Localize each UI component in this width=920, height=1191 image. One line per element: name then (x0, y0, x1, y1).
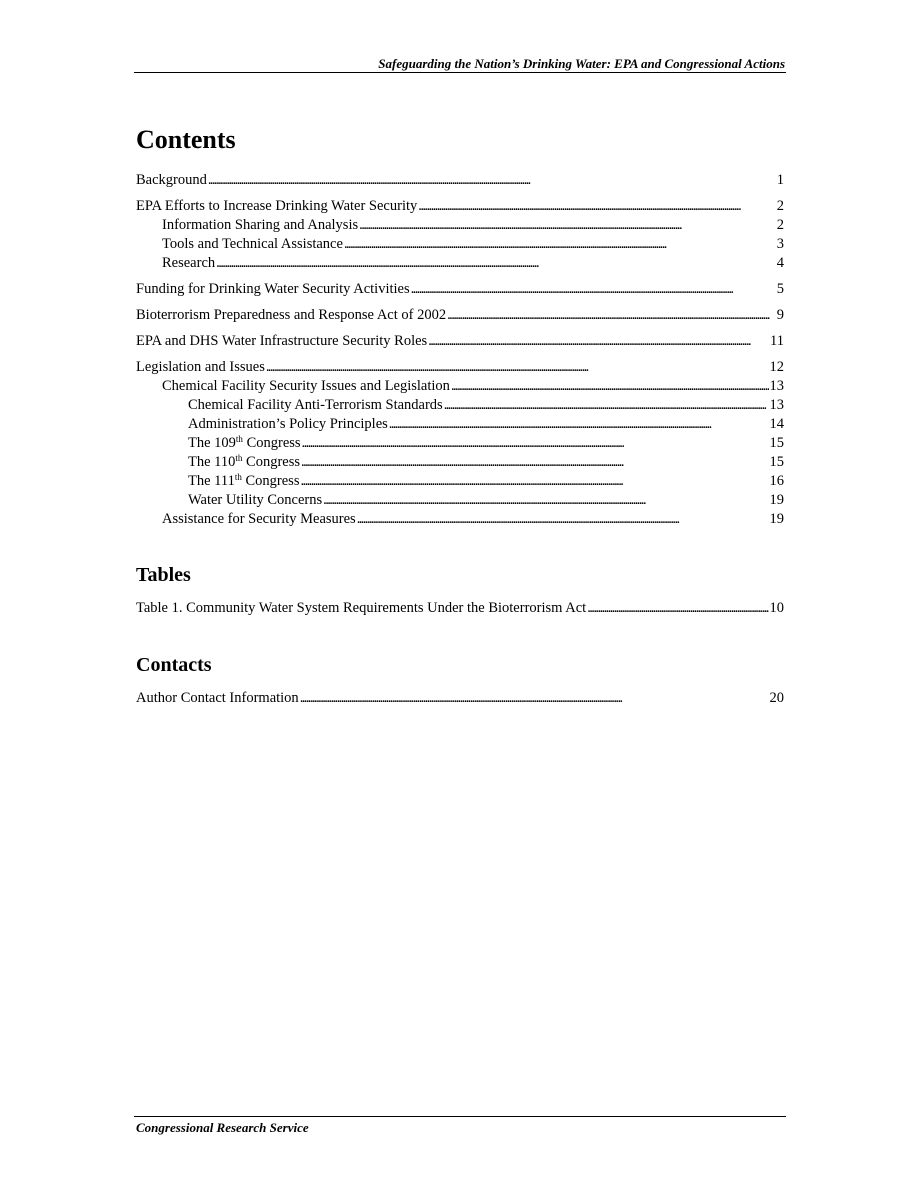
toc-entry-page: 2 (776, 217, 784, 233)
toc-entry-label: EPA and DHS Water Infrastructure Security Roles (136, 333, 428, 349)
toc-entry-label: Research (162, 255, 216, 271)
header-rule (134, 72, 786, 73)
toc-entry-epa-dhs-roles[interactable] (136, 332, 784, 351)
dot-leader (389, 415, 769, 434)
toc-entry-label: EPA Efforts to Increase Drinking Water Security (136, 198, 418, 214)
dot-leader (359, 216, 776, 235)
dot-leader (300, 689, 769, 708)
toc-entry-background[interactable] (136, 171, 784, 190)
running-header: Safeguarding the Nation’s Drinking Water: EPA and Congressional Actions (378, 56, 785, 71)
toc-entry-111th-congress[interactable] (136, 472, 784, 491)
toc-entry-label: Funding for Drinking Water Security Activities (136, 281, 410, 297)
toc-entry-label: Assistance for Security Measures (162, 511, 356, 527)
dot-leader (444, 396, 769, 415)
toc-entry-page: 10 (769, 600, 784, 616)
dot-leader (216, 254, 776, 273)
toc-entry-page: 1 (776, 172, 784, 188)
toc-entry-label: The 111th Congress (188, 472, 300, 489)
toc-entry-page: 3 (776, 236, 784, 252)
toc-entry-109th-congress[interactable] (136, 434, 784, 453)
dot-leader (428, 332, 769, 351)
dot-leader (447, 306, 776, 325)
dot-leader (300, 472, 768, 491)
toc-entry-page: 12 (769, 359, 784, 375)
toc-entry-chemical-facility[interactable] (136, 377, 784, 396)
toc-entry-page: 14 (769, 416, 784, 432)
toc-entry-assistance-security[interactable] (136, 510, 784, 529)
toc-entry-legislation-issues[interactable] (136, 358, 784, 377)
dot-leader (587, 599, 768, 618)
toc-entry-page: 11 (770, 333, 784, 349)
dot-leader (418, 197, 775, 216)
toc-entry-label: Water Utility Concerns (188, 492, 323, 508)
toc-entry-label: Chemical Facility Anti-Terrorism Standards (188, 397, 443, 413)
toc-entry-cfats[interactable] (136, 396, 784, 415)
dot-leader (301, 453, 768, 472)
toc-entry-label: Background (136, 172, 207, 188)
toc-entry-label: The 110th Congress (188, 453, 301, 470)
toc-entry-page: 19 (769, 492, 784, 508)
toc-entry-page: 13 (769, 397, 784, 413)
toc-entry-110th-congress[interactable] (136, 453, 784, 472)
dot-leader (302, 434, 769, 453)
toc-entry-page: 15 (769, 435, 784, 451)
dot-leader (208, 171, 776, 190)
section-spacer (136, 529, 784, 562)
toc-entry-page: 19 (769, 511, 784, 527)
toc-entry-label: Legislation and Issues (136, 359, 265, 375)
toc-entry-page: 2 (776, 198, 784, 214)
toc-entry-information-sharing[interactable] (136, 216, 784, 235)
contacts-heading: Contacts (136, 654, 212, 676)
dot-leader (266, 358, 769, 377)
toc-entry-bioterrorism-act[interactable] (136, 306, 784, 325)
dot-leader (344, 235, 776, 254)
toc-entry-tools[interactable] (136, 235, 784, 254)
toc-entry-label: The 109th Congress (188, 434, 301, 451)
toc-entry-page: 5 (776, 281, 784, 297)
toc-entry-research[interactable] (136, 254, 784, 273)
toc-entry-water-utility-concerns[interactable] (136, 491, 784, 510)
dot-leader (411, 280, 776, 299)
toc-entry-label: Bioterrorism Preparedness and Response Act of 2002 (136, 307, 447, 323)
toc-entry-label: Chemical Facility Security Issues and Legislation (162, 378, 450, 394)
toc-content (136, 122, 784, 708)
toc-entry-page: 20 (769, 690, 784, 706)
dot-leader (357, 510, 769, 529)
toc-entry-label: Administration’s Policy Principles (188, 416, 388, 432)
toc-entry-page: 9 (776, 307, 784, 323)
toc-entry-page: 4 (776, 255, 784, 271)
footer-rule (134, 1116, 786, 1117)
running-footer: Congressional Research Service (136, 1120, 309, 1135)
toc-entry-label: Author Contact Information (136, 690, 299, 706)
contents-heading: Contents (136, 125, 236, 154)
tables-heading: Tables (136, 564, 191, 586)
toc-entry-funding[interactable] (136, 280, 784, 299)
dot-leader (323, 491, 768, 510)
toc-entry-table-1[interactable] (136, 599, 784, 618)
dot-leader (451, 377, 769, 396)
toc-entry-policy-principles[interactable] (136, 415, 784, 434)
toc-entry-page: 16 (769, 473, 784, 489)
toc-entry-label: Information Sharing and Analysis (162, 217, 359, 233)
toc-entry-label: Table 1. Community Water System Requirements Under the Bioterrorism Act (136, 600, 587, 616)
toc-entry-label: Tools and Technical Assistance (162, 236, 343, 252)
toc-entry-page: 13 (769, 378, 784, 394)
toc-entry-author-contact[interactable] (136, 689, 784, 708)
toc-entry-epa-efforts[interactable] (136, 197, 784, 216)
toc-entry-page: 15 (769, 454, 784, 470)
section-spacer (136, 618, 784, 652)
